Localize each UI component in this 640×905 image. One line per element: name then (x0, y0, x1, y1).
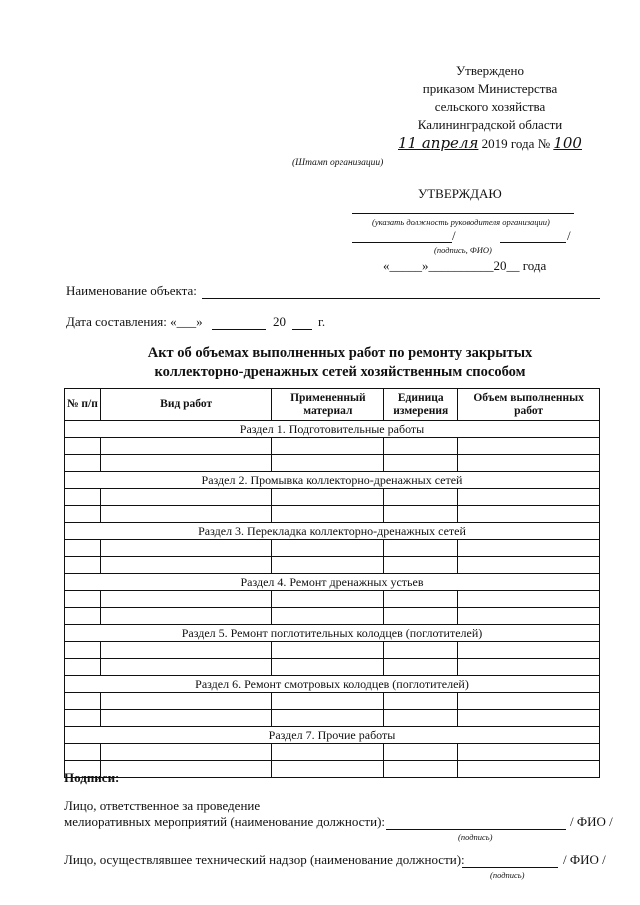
table-cell[interactable] (458, 540, 600, 557)
date-year-prefix: 20 (273, 314, 286, 329)
table-cell[interactable] (100, 744, 272, 761)
table-row[interactable] (65, 761, 600, 778)
table-cell[interactable] (100, 455, 272, 472)
table-cell[interactable] (458, 591, 600, 608)
table-cell[interactable] (65, 642, 101, 659)
table-cell[interactable] (272, 506, 384, 523)
date-year-suffix: г. (318, 314, 326, 329)
table-cell[interactable] (458, 455, 600, 472)
table-cell[interactable] (458, 710, 600, 727)
table-cell[interactable] (100, 489, 272, 506)
table-cell[interactable] (272, 761, 384, 778)
section-title: Раздел 4. Ремонт дренажных устьев (65, 574, 600, 591)
table-cell[interactable] (384, 693, 458, 710)
table-cell[interactable] (384, 642, 458, 659)
table-cell[interactable] (272, 608, 384, 625)
object-field[interactable] (202, 298, 600, 299)
table-cell[interactable] (100, 659, 272, 676)
table-cell[interactable] (272, 744, 384, 761)
table-row[interactable] (65, 659, 600, 676)
tech-supervisor-label: Лицо, осуществлявшее технический надзор (наименование должности): (64, 852, 465, 867)
stamp-label: (Штамп организации) (292, 158, 384, 168)
table-cell[interactable] (458, 693, 600, 710)
object-label: Наименование объекта: (66, 283, 197, 298)
table-cell[interactable] (384, 489, 458, 506)
section-title: Раздел 5. Ремонт поглотительных колодцев (поглотителей) (65, 625, 600, 642)
section-row (65, 574, 600, 591)
table-row[interactable] (65, 489, 600, 506)
approval-line-4: Калининградской области (417, 117, 563, 132)
table-row[interactable] (65, 591, 600, 608)
table-cell[interactable] (272, 438, 384, 455)
works-table (64, 388, 600, 778)
table-cell[interactable] (65, 744, 101, 761)
table-cell[interactable] (65, 489, 101, 506)
table-cell[interactable] (458, 659, 600, 676)
table-row[interactable] (65, 642, 600, 659)
section-title: Раздел 3. Перекладка коллекторно-дренажных сетей (65, 523, 600, 540)
approval-line-2: приказом Министерства (422, 81, 558, 96)
table-cell[interactable] (272, 659, 384, 676)
table-cell[interactable] (458, 438, 600, 455)
table-cell[interactable] (384, 608, 458, 625)
table-cell[interactable] (100, 591, 272, 608)
approval-line-3: сельского хозяйства (434, 99, 546, 114)
signature-line[interactable] (352, 242, 452, 243)
table-cell[interactable] (100, 642, 272, 659)
document-title-line-2: коллекторно-дренажных сетей хозяйственным способом (154, 364, 526, 380)
table-row[interactable] (65, 455, 600, 472)
section-title: Раздел 6. Ремонт смотровых колодцев (поглотителей) (65, 676, 600, 693)
table-row[interactable] (65, 557, 600, 574)
table-cell[interactable] (65, 710, 101, 727)
table-cell[interactable] (272, 455, 384, 472)
table-row[interactable] (65, 744, 600, 761)
header-volume: Объем выполненных работ (458, 389, 600, 421)
table-cell[interactable] (65, 506, 101, 523)
section-row (65, 625, 600, 642)
section-row (65, 676, 600, 693)
table-cell[interactable] (384, 744, 458, 761)
table-cell[interactable] (100, 557, 272, 574)
table-cell[interactable] (100, 506, 272, 523)
slash-1: / (452, 228, 456, 243)
responsible-sign-hint: (подпись) (458, 832, 493, 842)
section-title: Раздел 7. Прочие работы (65, 727, 600, 744)
table-cell[interactable] (458, 744, 600, 761)
table-cell[interactable] (100, 710, 272, 727)
header-work-type: Вид работ (100, 389, 272, 421)
table-cell[interactable] (65, 608, 101, 625)
table-cell[interactable] (384, 438, 458, 455)
table-cell[interactable] (100, 540, 272, 557)
approval-line-1: Утверждено (455, 63, 525, 78)
section-row (65, 727, 600, 744)
table-cell[interactable] (384, 557, 458, 574)
table-cell[interactable] (458, 608, 600, 625)
table-row[interactable] (65, 693, 600, 710)
table-cell[interactable] (272, 710, 384, 727)
section-row (65, 523, 600, 540)
table-cell[interactable] (384, 540, 458, 557)
table-cell[interactable] (384, 591, 458, 608)
table-cell[interactable] (272, 557, 384, 574)
header-material: Примененный материал (272, 389, 384, 421)
table-cell[interactable] (458, 489, 600, 506)
position-hint: (указать должность руководителя организации) (372, 217, 550, 227)
table-cell[interactable] (272, 489, 384, 506)
document-title (60, 344, 620, 382)
table-cell[interactable] (272, 540, 384, 557)
position-line[interactable] (352, 213, 574, 214)
table-cell[interactable] (458, 642, 600, 659)
table-cell[interactable] (384, 455, 458, 472)
tech-fio: / ФИО / (563, 852, 606, 867)
section-title: Раздел 1. Подготовительные работы (65, 421, 600, 438)
header-number: № п/п (65, 389, 101, 421)
table-row[interactable] (65, 506, 600, 523)
table-cell[interactable] (65, 659, 101, 676)
date-month-field[interactable] (212, 329, 266, 330)
table-cell[interactable] (100, 761, 272, 778)
table-cell[interactable] (458, 761, 600, 778)
table-header-row (65, 389, 600, 421)
table-cell[interactable] (65, 591, 101, 608)
table-cell[interactable] (100, 438, 272, 455)
section-row (65, 421, 600, 438)
section-title: Раздел 2. Промывка коллекторно-дренажных сетей (65, 472, 600, 489)
table-cell[interactable] (458, 506, 600, 523)
handwritten-date: 11 апреля (398, 134, 479, 152)
responsible-fio: / ФИО / (570, 814, 613, 829)
tech-sign-hint: (подпись) (490, 870, 525, 880)
table-cell[interactable] (65, 455, 101, 472)
table-row[interactable] (65, 710, 600, 727)
table-cell[interactable] (100, 608, 272, 625)
date-label: Дата составления: «___» (66, 314, 203, 329)
date-year-field[interactable] (292, 329, 312, 330)
name-line[interactable] (500, 242, 566, 243)
table-cell[interactable] (100, 693, 272, 710)
slash-2: / (567, 228, 571, 243)
tech-sign-field[interactable] (462, 867, 558, 868)
sign-hint: (подпись, ФИО) (434, 245, 492, 255)
responsible-line-1: Лицо, ответственное за проведение (64, 798, 261, 813)
table-cell[interactable] (384, 506, 458, 523)
order-year: 2019 года № (481, 136, 551, 151)
table-cell[interactable] (384, 659, 458, 676)
table-cell[interactable] (65, 540, 101, 557)
table-cell[interactable] (384, 710, 458, 727)
table-cell[interactable] (272, 591, 384, 608)
table-row[interactable] (65, 608, 600, 625)
header-unit: Единица измерения (384, 389, 458, 421)
table-cell[interactable] (272, 693, 384, 710)
table-cell[interactable] (272, 642, 384, 659)
document-title-line-1: Акт об объемах выполненных работ по ремонту закрытых (147, 345, 533, 361)
table-cell[interactable] (65, 438, 101, 455)
approval-block (370, 62, 610, 153)
approval-order-line (370, 134, 610, 153)
responsible-sign-field[interactable] (386, 829, 566, 830)
approve-date-line[interactable]: «_____»__________20__ года (383, 258, 547, 273)
table-row[interactable] (65, 540, 600, 557)
table-cell[interactable] (65, 557, 101, 574)
responsible-line-2: мелиоративных мероприятий (наименование должности): (64, 814, 386, 829)
table-cell[interactable] (458, 557, 600, 574)
table-cell[interactable] (384, 761, 458, 778)
handwritten-number: 100 (553, 134, 582, 152)
section-row (65, 472, 600, 489)
approve-title: УТВЕРЖДАЮ (418, 186, 502, 201)
signatures-heading: Подписи: (64, 770, 120, 785)
table-cell[interactable] (65, 693, 101, 710)
table-row[interactable] (65, 438, 600, 455)
